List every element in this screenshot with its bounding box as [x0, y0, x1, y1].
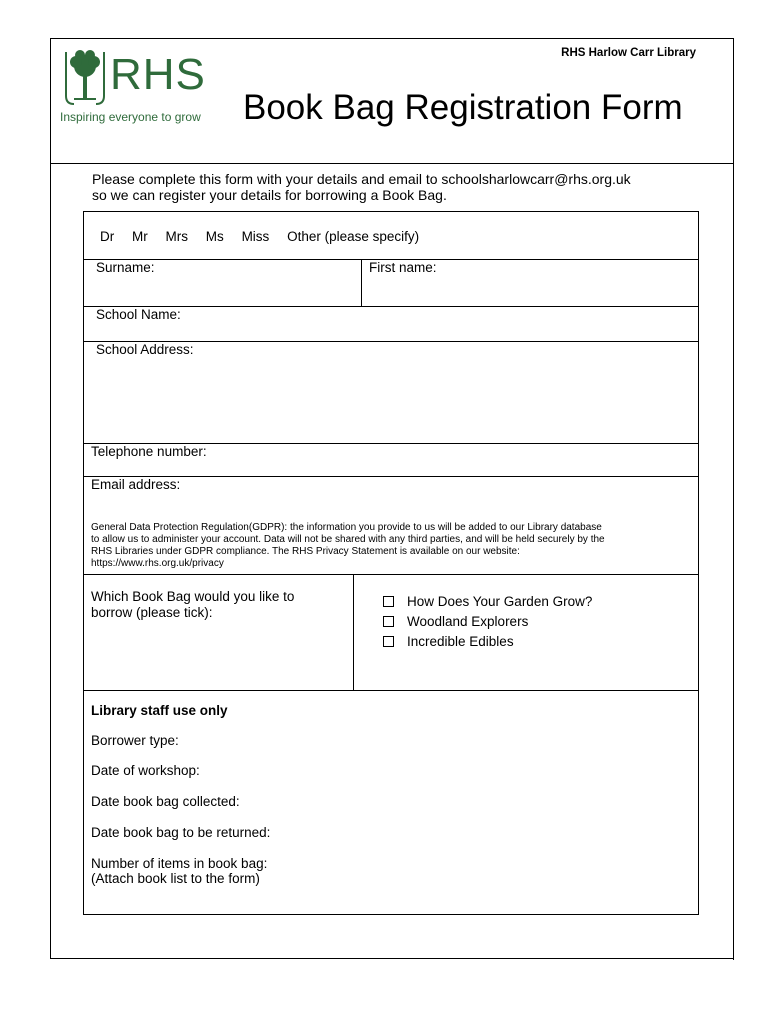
- gdpr-line-2: to allow us to administer your account. Data will not be shared with any third parties, and will be held securely by the: [91, 534, 605, 545]
- surname-field[interactable]: Surname:: [96, 260, 155, 275]
- staff-heading: Library staff use only: [91, 703, 228, 718]
- book-bag-option-label: How Does Your Garden Grow?: [407, 594, 593, 609]
- title-option-other[interactable]: Other (please specify): [287, 229, 420, 244]
- book-bag-option[interactable]: [383, 614, 528, 629]
- school-address-field[interactable]: School Address:: [96, 342, 194, 357]
- checkbox-icon[interactable]: [383, 616, 394, 627]
- book-bag-option-label: Incredible Edibles: [407, 634, 514, 649]
- checkbox-icon[interactable]: [383, 636, 394, 647]
- telephone-field[interactable]: Telephone number:: [91, 444, 207, 459]
- intro-line-2: so we can register your details for borrowing a Book Bag.: [92, 187, 447, 203]
- rhs-tagline: Inspiring everyone to grow: [60, 110, 201, 124]
- items-count-field[interactable]: [91, 856, 267, 886]
- first-name-field[interactable]: First name:: [369, 260, 437, 275]
- gdpr-line-1: General Data Protection Regulation(GDPR): the information you provide to us will be added to our Library database: [91, 522, 602, 533]
- items-count-line-2: (Attach book list to the form): [91, 871, 260, 886]
- column-divider: [361, 259, 362, 306]
- title-option-miss[interactable]: Miss: [241, 229, 270, 244]
- items-count-line-1: Number of items in book bag:: [91, 856, 268, 871]
- intro-text: [92, 171, 631, 203]
- column-divider: [353, 574, 354, 690]
- date-of-workshop-field[interactable]: Date of workshop:: [91, 763, 200, 778]
- row-divider: [83, 690, 699, 691]
- title-option-ms[interactable]: Ms: [205, 229, 224, 244]
- book-bag-question: [91, 589, 294, 621]
- gdpr-privacy-link[interactable]: https://www.rhs.org.uk/privacy: [91, 558, 224, 569]
- gdpr-notice: [91, 522, 605, 570]
- book-bag-option-label: Woodland Explorers: [407, 614, 529, 629]
- book-bag-question-line-1: Which Book Bag would you like to: [91, 589, 295, 604]
- row-divider: [83, 574, 699, 575]
- title-option-mr[interactable]: Mr: [132, 229, 148, 244]
- rhs-logo-text: RHS: [110, 50, 206, 99]
- email-field[interactable]: Email address:: [91, 477, 181, 492]
- date-returned-field[interactable]: Date book bag to be returned:: [91, 825, 271, 840]
- title-options: [100, 229, 433, 244]
- page-border-right: [733, 38, 734, 960]
- title-option-dr[interactable]: Dr: [100, 229, 115, 244]
- school-name-field[interactable]: School Name:: [96, 307, 181, 322]
- date-collected-field[interactable]: Date book bag collected:: [91, 794, 240, 809]
- book-bag-option[interactable]: [383, 594, 592, 609]
- borrower-type-field[interactable]: Borrower type:: [91, 733, 179, 748]
- book-bag-option[interactable]: [383, 634, 514, 649]
- library-name: RHS Harlow Carr Library: [561, 47, 696, 59]
- header-divider: [50, 163, 734, 164]
- gdpr-line-3: RHS Libraries under GDPR compliance. The RHS Privacy Statement is available on our website:: [91, 546, 520, 557]
- title-option-mrs[interactable]: Mrs: [165, 229, 189, 244]
- checkbox-icon[interactable]: [383, 596, 394, 607]
- book-bag-question-line-2: borrow (please tick):: [91, 605, 213, 620]
- intro-line-1: Please complete this form with your details and email to schoolsharlowcarr@rhs.org.uk: [92, 171, 631, 187]
- form-title: Book Bag Registration Form: [243, 88, 683, 127]
